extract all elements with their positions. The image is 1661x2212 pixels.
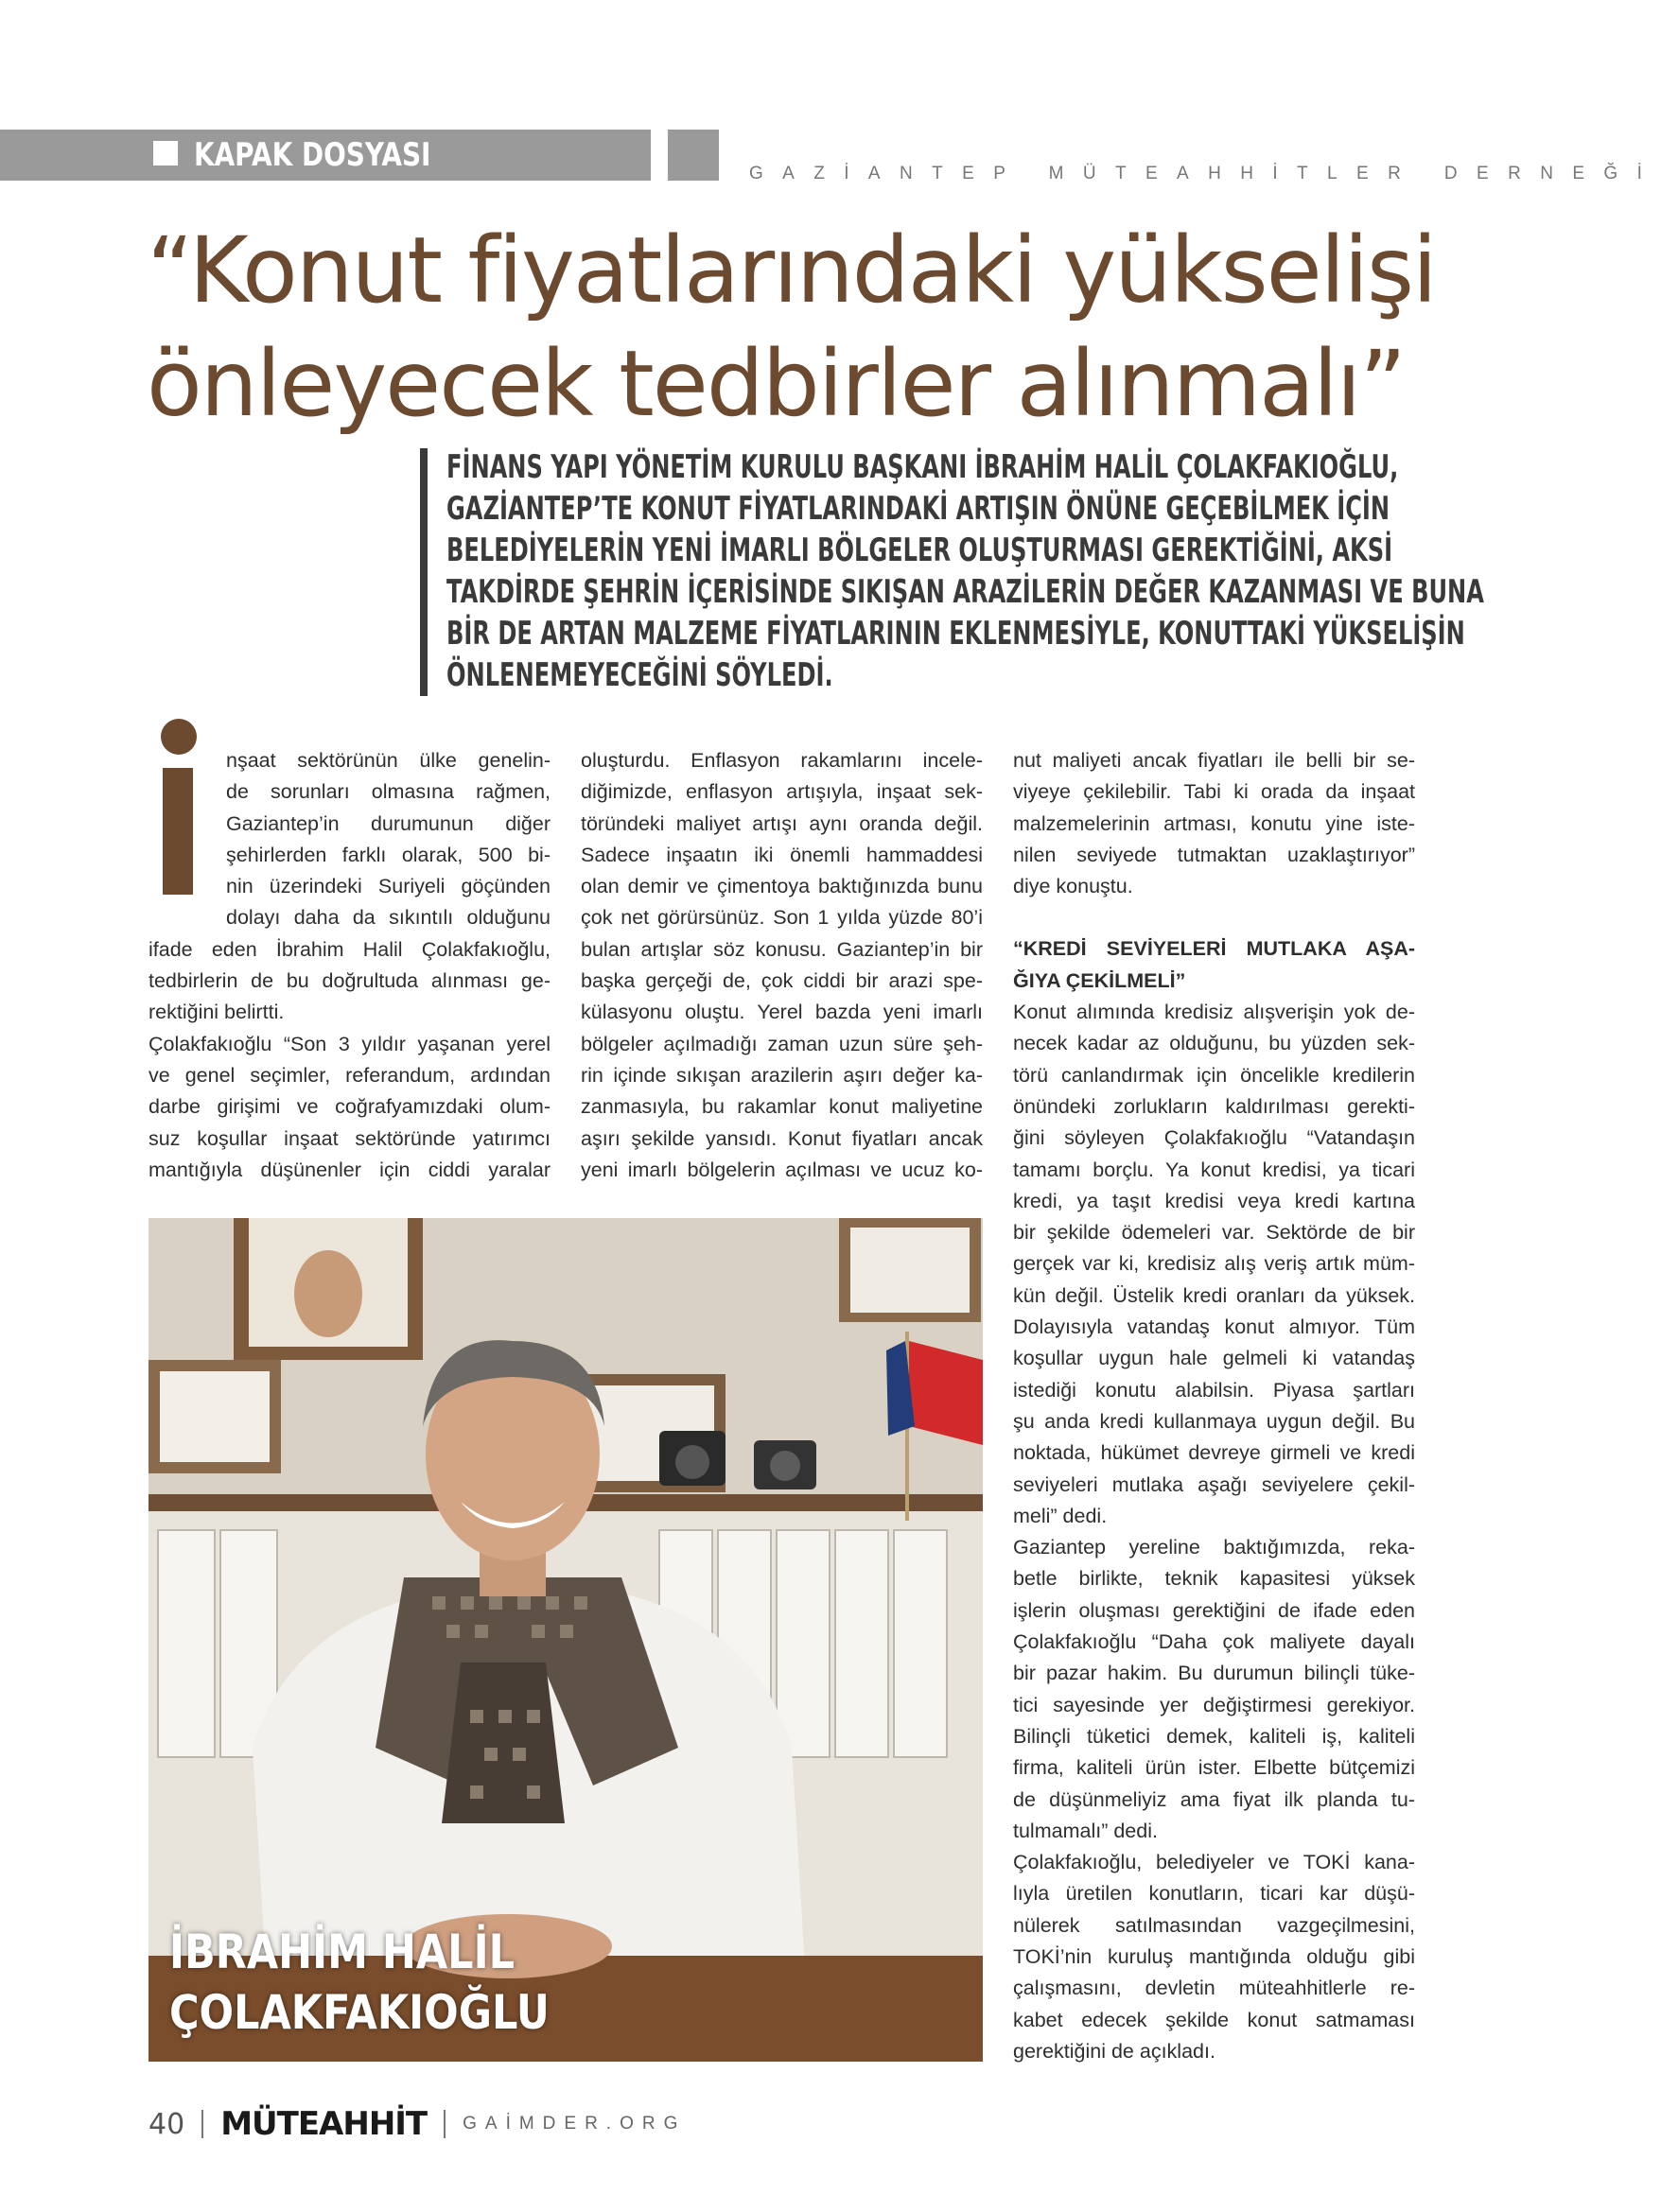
caption-line-1: İBRAHİM HALİL [169,1925,515,1979]
body-line: Gaziantep’in durumunun diğer [226,811,551,835]
body-line: TOKİ’nin kuruluş mantığında olduğu gibi [1013,1944,1415,1968]
body-line: başka gerçeği de, çok ciddi bir arazi spe- [581,969,983,993]
body-line: zanmasıyla, bu rakamlar konut maliyetine [581,1095,983,1119]
body-line: külasyonu oluştu. Yerel bazda yeni imarlı [581,1001,983,1024]
photo-caption [169,1922,611,2043]
body-line: tici sayesinde yer değiştirmesi gerekiyor. [1013,1693,1415,1716]
body-line: seviyeleri mutlaka aşağı seviyelere çekil- [1013,1472,1415,1496]
body-line: de düşünmeliyiz ama fiyat ilk planda tu- [1013,1787,1415,1811]
body-line: nin üzerindeki Suriyeli göçünden [226,875,551,898]
body-line: şu anda kredi kullanmaya uygun değil. Bu [1013,1409,1415,1433]
body-line: rektiğini belirtti. [149,1001,285,1024]
body-line: nülerek satılmasından vazgeçilmesini, [1013,1913,1415,1937]
page-footer [149,2103,686,2145]
body-line: törü canlandırmak için öncelikle kredilerin [1013,1063,1415,1087]
body-line: lıyla üretilen konutların, ticari kar düşü- [1013,1882,1415,1906]
body-line: kün değil. Üstelik kredi oranları da yüksek. [1013,1283,1415,1307]
body-line: bir pazar hakim. Bu durumun bilinçli tüke- [1013,1662,1415,1685]
body-line: Sadece inşaatın iki önemli hammaddesi [581,843,983,866]
body-line: ifade eden İbrahim Halil Çolakfakıoğlu, [149,937,551,961]
footer-divider [201,2110,203,2138]
body-line: suz koşullar inşaat sektöründe yatırımcı [149,1126,551,1150]
body-line: bulan artışlar söz konusu. Gaziantep’in bir [581,937,983,961]
body-line: Konut alımında kredisiz alışverişin yok de- [1013,1001,1415,1024]
header-block [668,130,719,181]
body-line: şehirlerden farklı olarak, 500 bi- [226,843,551,866]
body-line: kabet edecek şekilde konut satmaması [1013,2008,1415,2031]
body-column-1 [149,745,551,1186]
body-line: önündeki zorlukların kaldırılması gerekti- [1013,1094,1415,1118]
body-line: darbe girişimi ve coğrafyamızdaki olum- [149,1095,551,1119]
body-line: tedbirlerin de bu doğrultuda alınması ge- [149,969,551,993]
lead-line: TAKDİRDE ŞEHRİN İÇERİSİNDE SIKIŞAN ARAZİLERİN DEĞER KAZANMASI VE BUNA [446,573,1484,610]
body-line: firma, kaliteli ürün ister. Elbette bütçemizi [1013,1756,1415,1780]
body-line: Çolakfakıoğlu “Daha çok maliyete dayalı [1013,1630,1415,1654]
body-line: ve genel seçimler, referandum, ardından [149,1063,551,1087]
subheading-line: ĞIYA ÇEKİLMELİ” [1013,968,1186,992]
lead-line: BİR DE ARTAN MALZEME FİYATLARININ EKLENMESİYLE, KONUTTAKİ YÜKSELİŞİN [446,615,1465,652]
body-line: yeni imarlı bölgelerin açılması ve ucuz ko- [581,1158,983,1181]
body-column-3 [1013,745,1415,2067]
body-line: çalışmasını, devletin müteahhitlerle re- [1013,1977,1415,2000]
lead-line: GAZİANTEP’TE KONUT FİYATLARINDAKİ ARTIŞIN ÖNÜNE GEÇEBİLMEK İÇİN [446,490,1390,527]
body-line: rin içinde sıkışan arazilerin aşırı değer ka- [581,1063,983,1087]
body-line: tulmamalı” dedi. [1013,1819,1158,1842]
body-line: diye konuştu. [1013,875,1133,898]
lead-paragraph [446,446,1484,696]
section-label: KAPAK DOSYASI [194,136,431,174]
page-number: 40 [149,2107,185,2141]
body-line: de sorunları olmasına rağmen, [226,780,551,804]
body-line: töründeki maliyet artışı aynı oranda değil. [581,811,983,835]
body-line: işlerin oluşması gerektiğini de ifade eden [1013,1598,1415,1622]
article-title [147,214,1509,441]
body-line: diğimizde, enflasyon artışıyla, inşaat sek- [581,780,983,804]
body-line: Dolayısıyla vatandaş konut almıyor. Tüm [1013,1315,1415,1339]
lead-line: ÖNLENEMEYECEĞİNİ SÖYLEDİ. [446,656,833,693]
body-line: olan demir ve çimentoya baktığınızda bunu [581,875,983,898]
body-line: viyeye çekilebilir. Tabi ki orada da inşaat [1013,780,1415,804]
body-line: gerektiğini de açıkladı. [1013,2039,1215,2063]
body-line: mantığıyla düşünenler için ciddi yaralar [149,1158,551,1181]
association-name: GAZİANTEP MÜTEAHHİTLER DERNEĞİ [749,164,1661,183]
portrait-photo [149,1218,983,2062]
body-line: malzemelerinin artması, konutu yine iste- [1013,811,1415,835]
body-line: nşaat sektörünün ülke genelin- [226,749,551,772]
subheading-line: “KREDİ SEVİYELERİ MUTLAKA AŞA- [1013,937,1415,961]
body-line: noktada, hükümet devreye girmeli ve kredi [1013,1441,1415,1465]
body-line: dolayı daha da sıkıntılı olduğunu [226,906,551,930]
footer-divider [444,2110,446,2138]
body-line: aşırı şekilde yansıdı. Konut fiyatları ancak [581,1126,983,1150]
body-line: nut maliyeti ancak fiyatları ile belli bir se- [1013,749,1415,772]
paragraph-gap [1013,902,1415,933]
body-line: necek kadar az olduğunu, bu yüzden sek- [1013,1032,1415,1055]
body-line: meli” dedi. [1013,1504,1108,1527]
body-line: koşullar uygun hale gelmeli ki vatandaş [1013,1347,1415,1370]
body-line: Çolakfakıoğlu “Son 3 yıldır yaşanan yerel [149,1032,551,1055]
body-line: Bilinçli tüketici demek, kaliteli iş, kaliteli [1013,1724,1415,1748]
body-line: çok net görürsünüz. Son 1 yılda yüzde 80’i [581,906,983,930]
caption-line-2: ÇOLAKFAKIOĞLU [169,1985,550,2040]
lead-bar [420,448,428,696]
body-line: Çolakfakıoğlu, belediyeler ve TOKİ kana- [1013,1851,1415,1874]
body-line: oluşturdu. Enflasyon rakamlarını incele- [581,749,983,772]
body-line: ğini söyleyen Çolakfakıoğlu “Vatandaşın [1013,1126,1415,1150]
body-line: gerçek var ki, kredisiz alış veriş artık müm- [1013,1252,1415,1276]
magazine-logo: MÜTEAHHİT [220,2105,428,2143]
body-line: tamamı borçlu. Ya konut kredisi, ya ticari [1013,1158,1415,1181]
title-line-1: “Konut fiyatlarındaki yükselişi [147,218,1436,323]
lead-line: FİNANS YAPI YÖNETİM KURULU BAŞKANI İBRAHİM HALİL ÇOLAKFAKIOĞLU, [446,448,1399,485]
title-line-2: önleyecek tedbirler alınmalı” [147,331,1406,437]
body-line: kredi, ya taşıt kredisi veya kredi kartına [1013,1189,1415,1212]
body-line: nilen seviyede tutmaktan uzaklaştırıyor” [1013,843,1415,866]
section-square-icon [153,141,178,165]
body-line: bölgeler açılmadığı zaman uzun süre şeh- [581,1032,983,1055]
body-column-2 [581,745,983,1186]
body-line: bir şekilde ödemeleri var. Sektörde de bir [1013,1221,1415,1245]
body-line: Gaziantep yereline baktığımızda, reka- [1013,1536,1415,1559]
body-line: istediği konutu alabilsin. Piyasa şartları [1013,1378,1415,1402]
website-link[interactable]: GAİMDER.ORG [463,2114,687,2134]
body-line: betle birlikte, teknik kapasitesi yüksek [1013,1567,1415,1591]
lead-line: BELEDİYELERİN YENİ İMARLI BÖLGELER OLUŞTURMASI GEREKTİĞİNİ, AKSİ [446,531,1393,568]
